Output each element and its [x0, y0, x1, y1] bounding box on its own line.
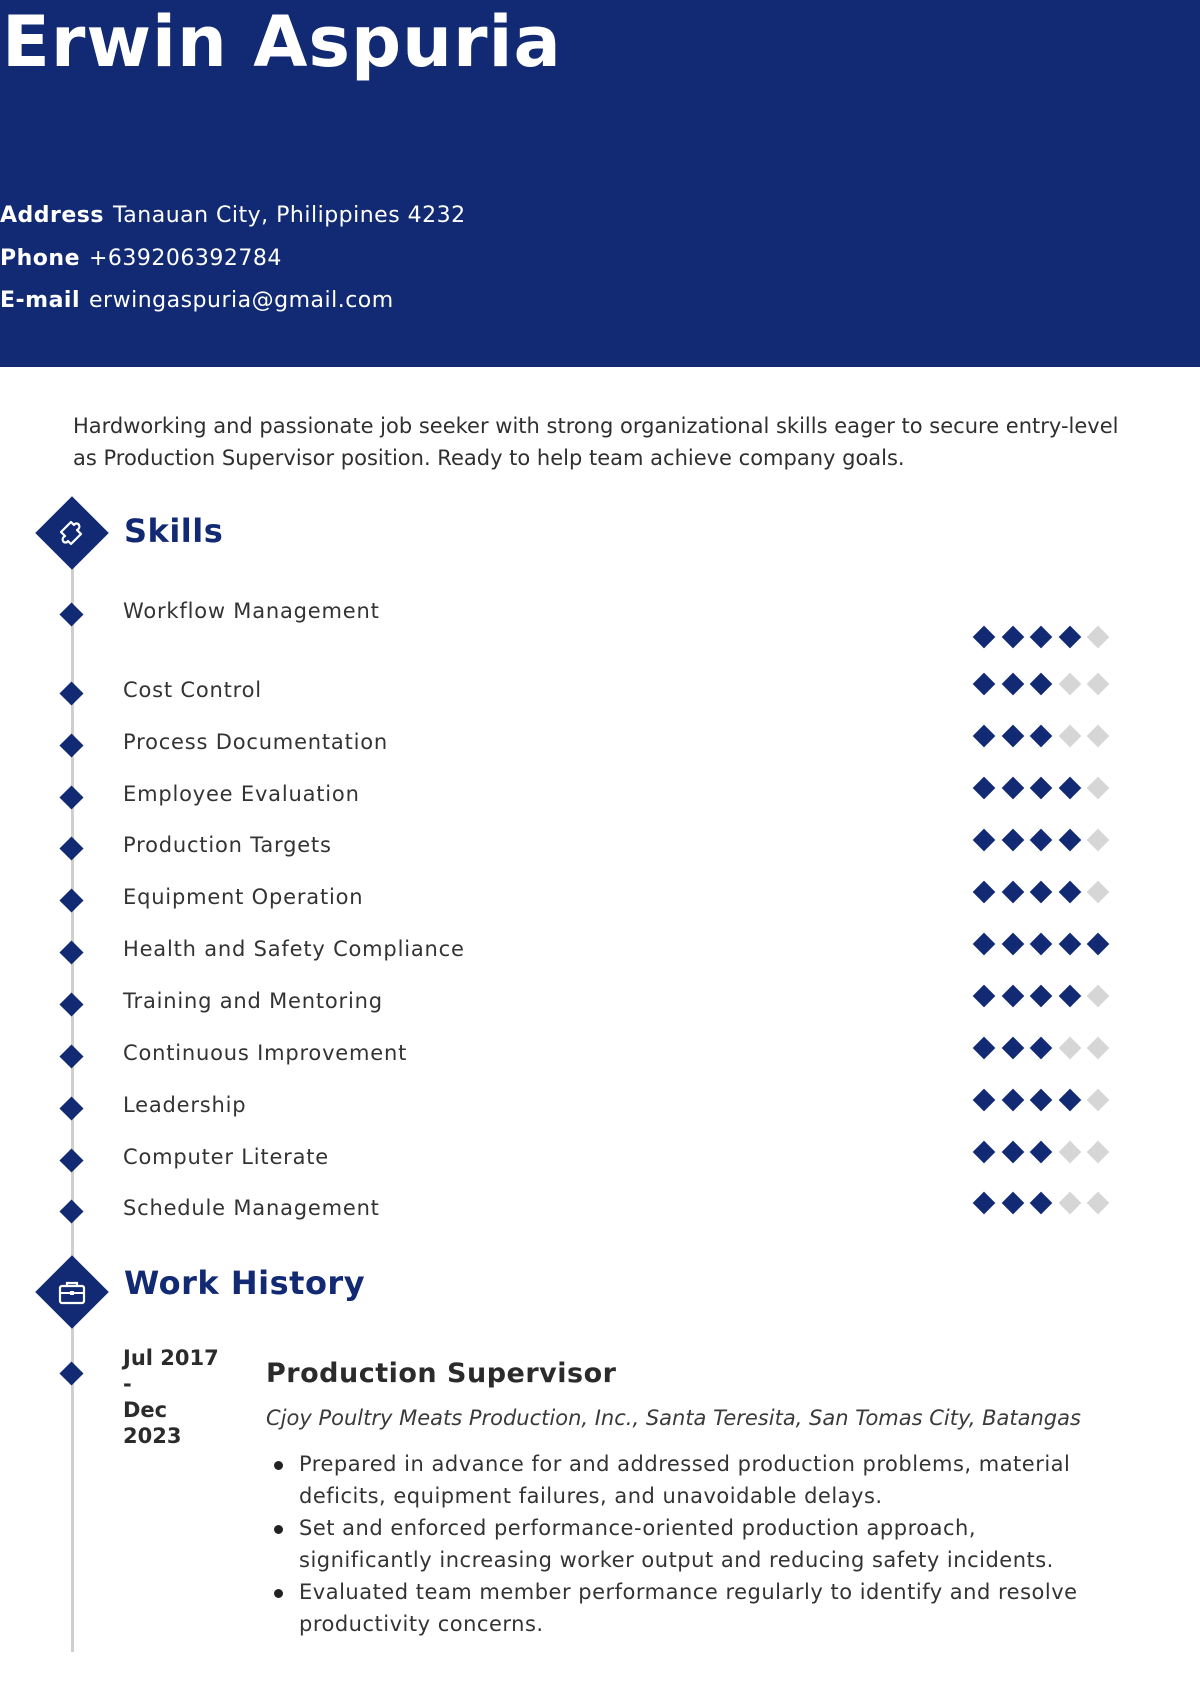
skill-label: Production Targets — [123, 833, 332, 857]
contact-phone — [0, 245, 282, 273]
skill-timeline-dot — [59, 785, 83, 809]
rating-filled-diamond — [1001, 933, 1024, 956]
skill-timeline-dot — [59, 602, 83, 626]
bullet-icon — [274, 1461, 283, 1470]
rating-empty-diamond — [1058, 673, 1081, 696]
contact-phone-value: +639206392784 — [88, 246, 282, 271]
skill-rating — [976, 882, 1116, 902]
contact-address-label: Address — [0, 203, 104, 228]
rating-filled-diamond — [1001, 673, 1024, 696]
rating-filled-diamond — [973, 777, 996, 800]
rating-filled-diamond — [973, 829, 996, 852]
rating-filled-diamond — [1001, 725, 1024, 748]
skill-label: Workflow Management — [123, 599, 380, 623]
contact-address-value: Tanauan City, Philippines 4232 — [112, 203, 466, 228]
rating-filled-diamond — [973, 626, 996, 649]
rating-filled-diamond — [1001, 829, 1024, 852]
rating-empty-diamond — [1058, 1141, 1081, 1164]
contact-email — [0, 287, 394, 315]
skill-rating — [976, 627, 1116, 647]
skill-label: Equipment Operation — [123, 885, 364, 909]
contact-email-label: E-mail — [0, 288, 81, 313]
rating-filled-diamond — [1001, 777, 1024, 800]
rating-empty-diamond — [1087, 829, 1110, 852]
skill-rating — [976, 830, 1116, 850]
rating-filled-diamond — [1001, 881, 1024, 904]
rating-filled-diamond — [1030, 1141, 1053, 1164]
rating-filled-diamond — [973, 985, 996, 1008]
rating-empty-diamond — [1058, 1037, 1081, 1060]
skill-timeline-dot — [59, 1199, 83, 1223]
rating-filled-diamond — [973, 933, 996, 956]
skill-rating — [976, 986, 1116, 1006]
work-history-title: Work History — [124, 1264, 366, 1302]
skill-timeline-dot — [59, 733, 83, 757]
rating-filled-diamond — [1030, 829, 1053, 852]
rating-empty-diamond — [1087, 777, 1110, 800]
rating-empty-diamond — [1058, 725, 1081, 748]
briefcase-icon — [35, 1255, 109, 1329]
job-date-range: Jul 2017 - Dec 2023 — [123, 1346, 219, 1448]
job-bullet — [266, 1448, 1116, 1512]
rating-empty-diamond — [1087, 985, 1110, 1008]
job-company: Cjoy Poultry Meats Production, Inc., Santa Teresita, San Tomas City, Batangas — [266, 1406, 1081, 1430]
job-timeline-dot — [59, 1361, 83, 1385]
rating-filled-diamond — [1001, 626, 1024, 649]
contact-phone-label: Phone — [0, 246, 80, 271]
rating-empty-diamond — [1087, 673, 1110, 696]
skill-rating — [976, 1090, 1116, 1110]
resume-header — [0, 0, 1200, 367]
rating-filled-diamond — [1030, 881, 1053, 904]
rating-filled-diamond — [1030, 626, 1053, 649]
rating-filled-diamond — [1030, 985, 1053, 1008]
skill-timeline-dot — [59, 681, 83, 705]
contact-email-value: erwingaspuria@gmail.com — [89, 288, 394, 313]
rating-filled-diamond — [973, 1089, 996, 1112]
job-bullet — [266, 1512, 1116, 1576]
rating-empty-diamond — [1058, 1192, 1081, 1215]
rating-empty-diamond — [1087, 1089, 1110, 1112]
rating-filled-diamond — [1030, 725, 1053, 748]
skill-timeline-dot — [59, 992, 83, 1016]
contact-address — [0, 202, 466, 230]
skill-label: Continuous Improvement — [123, 1041, 408, 1065]
skill-label: Employee Evaluation — [123, 782, 360, 806]
rating-filled-diamond — [1087, 933, 1110, 956]
skill-timeline-dot — [59, 1044, 83, 1068]
skill-rating — [976, 778, 1116, 798]
skill-label: Schedule Management — [123, 1196, 380, 1220]
skill-timeline-dot — [59, 1148, 83, 1172]
skill-label: Training and Mentoring — [123, 989, 383, 1013]
job-bullet — [266, 1576, 1116, 1640]
skill-label: Health and Safety Compliance — [123, 937, 465, 961]
rating-empty-diamond — [1087, 1141, 1110, 1164]
skill-rating — [976, 674, 1116, 694]
rating-filled-diamond — [1001, 1089, 1024, 1112]
rating-empty-diamond — [1087, 1192, 1110, 1215]
skill-label: Computer Literate — [123, 1145, 330, 1169]
rating-filled-diamond — [1058, 777, 1081, 800]
skill-label: Cost Control — [123, 678, 262, 702]
rating-filled-diamond — [973, 673, 996, 696]
rating-filled-diamond — [973, 1192, 996, 1215]
rating-filled-diamond — [973, 1141, 996, 1164]
rating-filled-diamond — [1030, 777, 1053, 800]
rating-empty-diamond — [1087, 626, 1110, 649]
skill-rating — [976, 934, 1116, 954]
candidate-name: Erwin Aspuria — [2, 1, 562, 83]
rating-empty-diamond — [1087, 881, 1110, 904]
rating-filled-diamond — [1001, 1037, 1024, 1060]
rating-empty-diamond — [1087, 1037, 1110, 1060]
rating-filled-diamond — [1030, 673, 1053, 696]
skill-timeline-dot — [59, 836, 83, 860]
puzzle-icon — [35, 496, 109, 570]
rating-filled-diamond — [1058, 829, 1081, 852]
rating-filled-diamond — [1058, 1089, 1081, 1112]
job-title: Production Supervisor — [266, 1358, 617, 1389]
skill-rating — [976, 1038, 1116, 1058]
rating-filled-diamond — [1058, 881, 1081, 904]
rating-filled-diamond — [1001, 985, 1024, 1008]
job-bullet-text: Set and enforced performance-oriented production approach, significantly increasing worker output and reducing safety incidents. — [299, 1516, 1054, 1572]
rating-filled-diamond — [1058, 626, 1081, 649]
rating-filled-diamond — [1058, 985, 1081, 1008]
skills-title: Skills — [124, 512, 224, 550]
rating-filled-diamond — [1030, 1037, 1053, 1060]
job-bullet-text: Prepared in advance for and addressed production problems, material deficits, equipment failures, and unavoidable delays. — [299, 1452, 1071, 1508]
job-bullet-text: Evaluated team member performance regularly to identify and resolve productivity concerns. — [299, 1580, 1078, 1636]
skill-label: Leadership — [123, 1093, 247, 1117]
rating-filled-diamond — [1058, 933, 1081, 956]
skill-label: Process Documentation — [123, 730, 389, 754]
skill-rating — [976, 1193, 1116, 1213]
bullet-icon — [274, 1525, 283, 1534]
rating-filled-diamond — [973, 1037, 996, 1060]
rating-filled-diamond — [973, 725, 996, 748]
rating-filled-diamond — [1001, 1141, 1024, 1164]
rating-filled-diamond — [973, 881, 996, 904]
rating-empty-diamond — [1087, 725, 1110, 748]
skill-timeline-dot — [59, 940, 83, 964]
professional-summary: Hardworking and passionate job seeker with strong organizational skills eager to secure entry-level as Production Supervisor position. Ready to help team achieve company goals. — [73, 414, 1119, 470]
skill-timeline-dot — [59, 888, 83, 912]
skill-rating — [976, 1142, 1116, 1162]
skill-timeline-dot — [59, 1096, 83, 1120]
rating-filled-diamond — [1030, 933, 1053, 956]
rating-filled-diamond — [1030, 1192, 1053, 1215]
rating-filled-diamond — [1001, 1192, 1024, 1215]
bullet-icon — [274, 1589, 283, 1598]
rating-filled-diamond — [1030, 1089, 1053, 1112]
skill-rating — [976, 726, 1116, 746]
job-responsibilities — [266, 1448, 1116, 1640]
